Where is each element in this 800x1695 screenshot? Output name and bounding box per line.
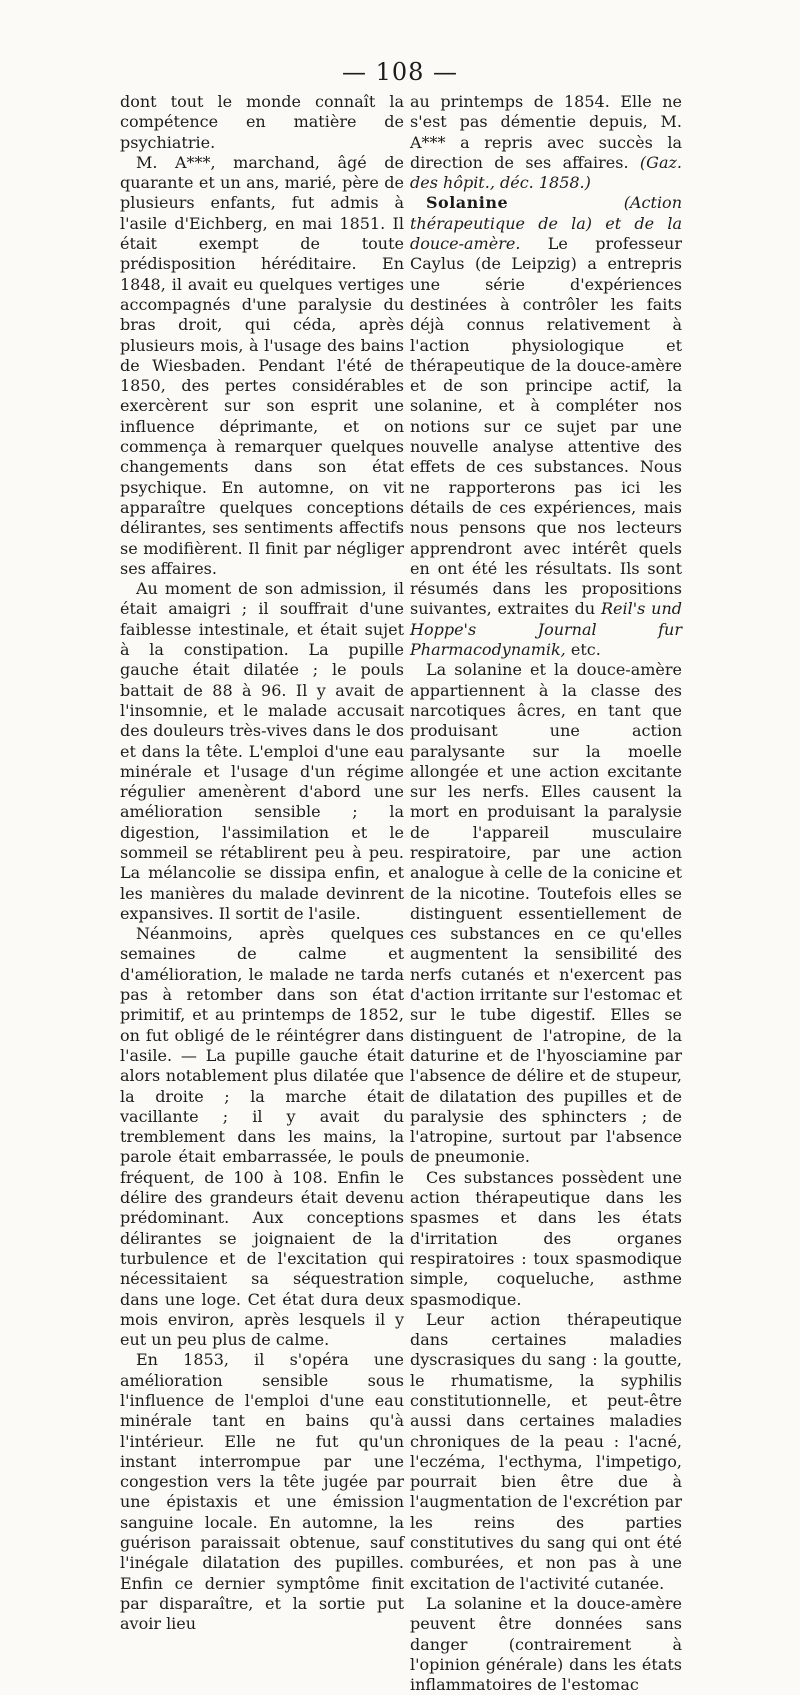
paragraph-text: etc. (570, 640, 601, 660)
article-solanine (410, 193, 682, 660)
right-column (410, 92, 682, 1695)
paragraph: Ces substances possèdent une action thérapeutique dans les spasmes et dans les états d'irritation des organes respiratoires : toux spasmodique simple, coqueluche, asthme spasmodique. (410, 1167, 682, 1309)
page-number: — 108 — (341, 58, 459, 86)
paragraph: En 1853, il s'opéra une amélioration sensible sous l'influence de l'emploi d'une eau minérale tant en bains qu'à l'intérieur. Elle ne fut qu'un instant interrompue par une congestion vers la tête jugée par une épistaxis et une émission sanguine locale. En automne, la guérison paraissait obtenue, sauf l'inégale dilatation des pupilles. Enfin ce dernier symptôme finit par disparaître, et la sortie put avoir lieu (120, 1350, 404, 1634)
paragraph (410, 92, 682, 193)
paragraph: Leur action thérapeutique dans certaines maladies dyscrasiques du sang : la goutte, le rhumatisme, la syphilis constitutionnelle, et peut-être aussi dans certaines maladies chroniques de la peau : l'acné, l'eczéma, l'ecthyma, l'impetigo, pourrait bien être due à l'augmentation de l'excrétion par les reins des parties constitutives du sang qui ont été comburées, et non pas à une excitation de l'activité cutanée. (410, 1309, 682, 1593)
paragraph-text: au printemps de 1854. Elle ne s'est pas démentie depuis, M. A*** a repris avec succès la direction de ses affaires. (410, 92, 682, 172)
paragraph: La solanine et la douce-amère peuvent être données sans danger (contrairement à l'opinion générale) dans les états inflammatoires de l'estomac (410, 1593, 682, 1695)
left-column (120, 92, 404, 1635)
paragraph: M. A***, marchand, âgé de quarante et un ans, marié, père de plusieurs enfants, fut admis à l'asile d'Eichberg, en mai 1851. Il était exempt de toute prédisposition héréditaire. En 1848, il avait eu quelques vertiges accompagnés d'une paralysie du bras droit, qui céda, après plusieurs mois, à l'usage des bains de Wiesbaden. Pendant l'été de 1850, des pertes considérables exercèrent sur son esprit une influence déprimante, et on commença à remarquer quelques changements dans son état psychique. En automne, on vit apparaître quelques conceptions délirantes, ses sentiments affectifs se modifièrent. Il finit par négliger ses affaires. (120, 152, 404, 578)
citation: (Gaz. des hôpit., déc. 1858.) (410, 152, 682, 193)
paragraph: La solanine et la douce-amère appartiennent à la classe des narcotiques âcres, en tant que produisant une action paralysante sur la moelle allongée et une action excitante sur les nerfs. Elles causent la mort en produisant la paralysie de l'appareil musculaire respiratoire, par une action analogue à celle de la conicine et de la nicotine. Toutefois elles se distinguent essentiellement de ces substances en ce qu'elles augmentent la sensibilité des nerfs cutanés et n'exercent pas d'action irritante sur l'estomac et sur le tube digestif. Elles se distinguent de l'atropine, de la daturine et de l'hyosciamine par l'absence de délire et de stupeur, de dilatation des pupilles et de paralysie des sphincters ; de l'atropine, surtout par l'absence de pneumonie. (410, 660, 682, 1167)
paragraph: Au moment de son admission, il était amaigri ; il souffrait d'une faiblesse intestinale, et était sujet à la constipation. La pupille gauche était dilatée ; le pouls battait de 88 à 96. Il y avait de l'insomnie, et le malade accusait des douleurs très-vives dans le dos et dans la tête. L'emploi d'une eau minérale et l'usage d'un régime régulier amenèrent d'abord une amélioration sensible ; la digestion, l'assimilation et le sommeil se rétablirent peu à peu. La mélancolie se dissipa enfin, et les manières du malade devinrent expansives. Il sortit de l'asile. (120, 579, 404, 923)
article-subtitle: (Action thérapeutique de la) et de la douce-amère. (410, 193, 682, 254)
paragraph-text: Le professeur Caylus (de Leipzig) a entrepris une série d'expériences destinées à contrôler les faits déjà connus relativement à l'action physiologique et thérapeutique de la douce-amère et de son principe actif, la solanine, et à compléter nos notions sur ce sujet par une nouvelle analyse attentive des effets de ces substances. Nous ne rapporterons pas ici les détails de ces expériences, mais nous pensons que nos lecteurs apprendront avec intérêt quels en ont été les résultats. Ils sont résumés dans les propositions suivantes, extraites du (410, 234, 682, 619)
paragraph: dont tout le monde connaît la compétence en matière de psychiatrie. (120, 92, 404, 152)
journal-title: Reil's und Hoppe's Journal fur Pharmacodynamik, (410, 599, 682, 660)
paragraph: Néanmoins, après quelques semaines de calme et d'amélioration, le malade ne tarda pas à retomber dans son état primitif, et au printemps de 1852, on fut obligé de le réintégrer dans l'asile. — La pupille gauche était alors notablement plus dilatée que la droite ; la marche était vacillante ; il y avait du tremblement dans les mains, la parole était embarrassée, le pouls fréquent, de 100 à 108. Enfin le délire des grandeurs était devenu prédominant. Aux conceptions délirantes se joignaient de la turbulence et de l'excitation qui nécessitaient sa séquestration dans une loge. Cet état dura deux mois environ, après lesquels il y eut un peu plus de calme. (120, 924, 404, 1350)
article-heading: Solanine (426, 193, 509, 213)
